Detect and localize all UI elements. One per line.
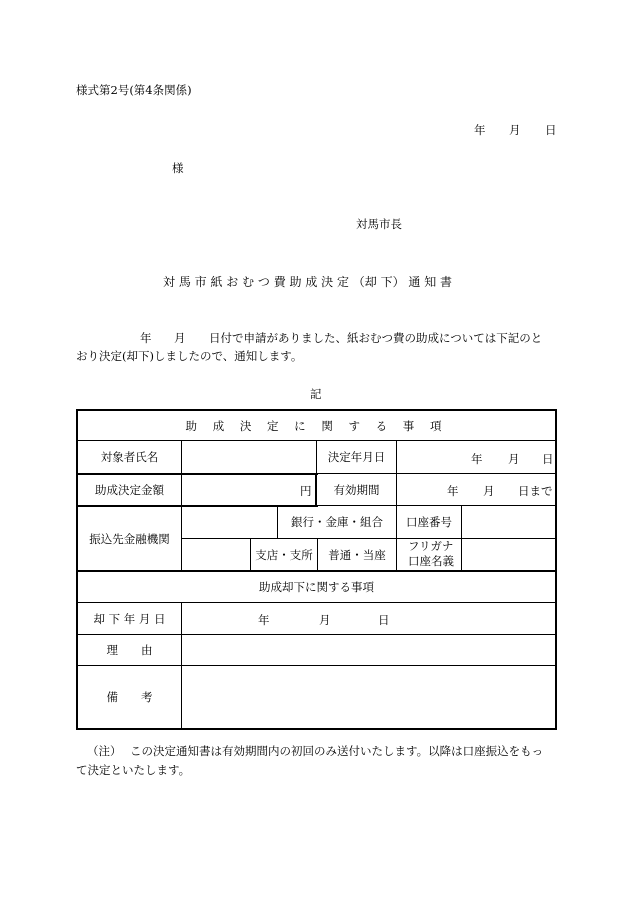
decision-date-label: 決定年月日 [327,450,386,464]
body-text-line1: 日付で申請がありました、紙おむつ費の助成については下記のと [209,331,543,345]
validity-month: 月 [483,484,495,498]
decision-date-year: 年 [471,452,483,466]
account-type-options: 普通・当座 [328,547,386,562]
section-decision-header: 助 成 決 定 に 関 す る 事 項 [185,418,448,433]
note-prefix: （注） [87,744,122,758]
rejection-date-label: 却 下 年 月 日 [93,611,166,626]
section-rejection-header: 助成却下に関する事項 [259,580,374,594]
addressee-suffix: 様 [172,161,184,175]
reason-label: 理 由 [106,643,153,657]
document-title: 対 馬 市 紙 お む つ 費 助 成 決 定 （却 下） 通 知 書 [163,275,453,289]
validity-period-label: 有効期間 [333,482,380,497]
grant-amount-label: 助成決定金額 [95,483,164,497]
date-month-label: 月 [509,123,521,137]
date-day-label: 日 [545,123,557,137]
recipient-name-label: 対象者氏名 [100,450,159,464]
rejection-date-year: 年 [258,613,270,627]
rejection-date-day: 日 [378,613,390,627]
note-line1: この決定通知書は有効期間内の初回のみ送付いたします。以降は口座振込をもっ [130,744,544,758]
remarks-label: 備 考 [106,690,153,704]
grant-amount-unit: 円 [300,484,312,498]
validity-year: 年 [447,484,459,498]
validity-day-until: 日まで [518,484,553,498]
rejection-date-month: 月 [319,613,331,627]
issuer: 対馬市長 [356,217,402,231]
body-month-label: 月 [174,331,186,345]
furigana-label: フリガナ [408,539,454,553]
bank-label: 振込先金融機関 [89,531,170,546]
body-text-line2: おり決定(却下)しましたので、通知します。 [76,349,303,363]
body-year-label: 年 [140,331,152,345]
decision-date-day: 日 [542,452,554,466]
recipient-name-field [182,441,316,473]
branch-type-options: 支店・支所 [255,547,313,562]
account-holder-labels [408,539,452,569]
decision-date-month: 月 [508,452,520,466]
bank-type-options: 銀行・金庫・組合 [291,515,383,529]
account-holder-label: 口座名義 [408,554,454,568]
notice-table [76,409,557,730]
ki-heading: 記 [310,387,322,401]
account-number-label: 口座番号 [406,515,452,529]
form-number: 様式第2号(第4条関係) [76,83,192,97]
date-year-label: 年 [474,123,486,137]
note-line2: て決定といたします。 [76,763,191,777]
